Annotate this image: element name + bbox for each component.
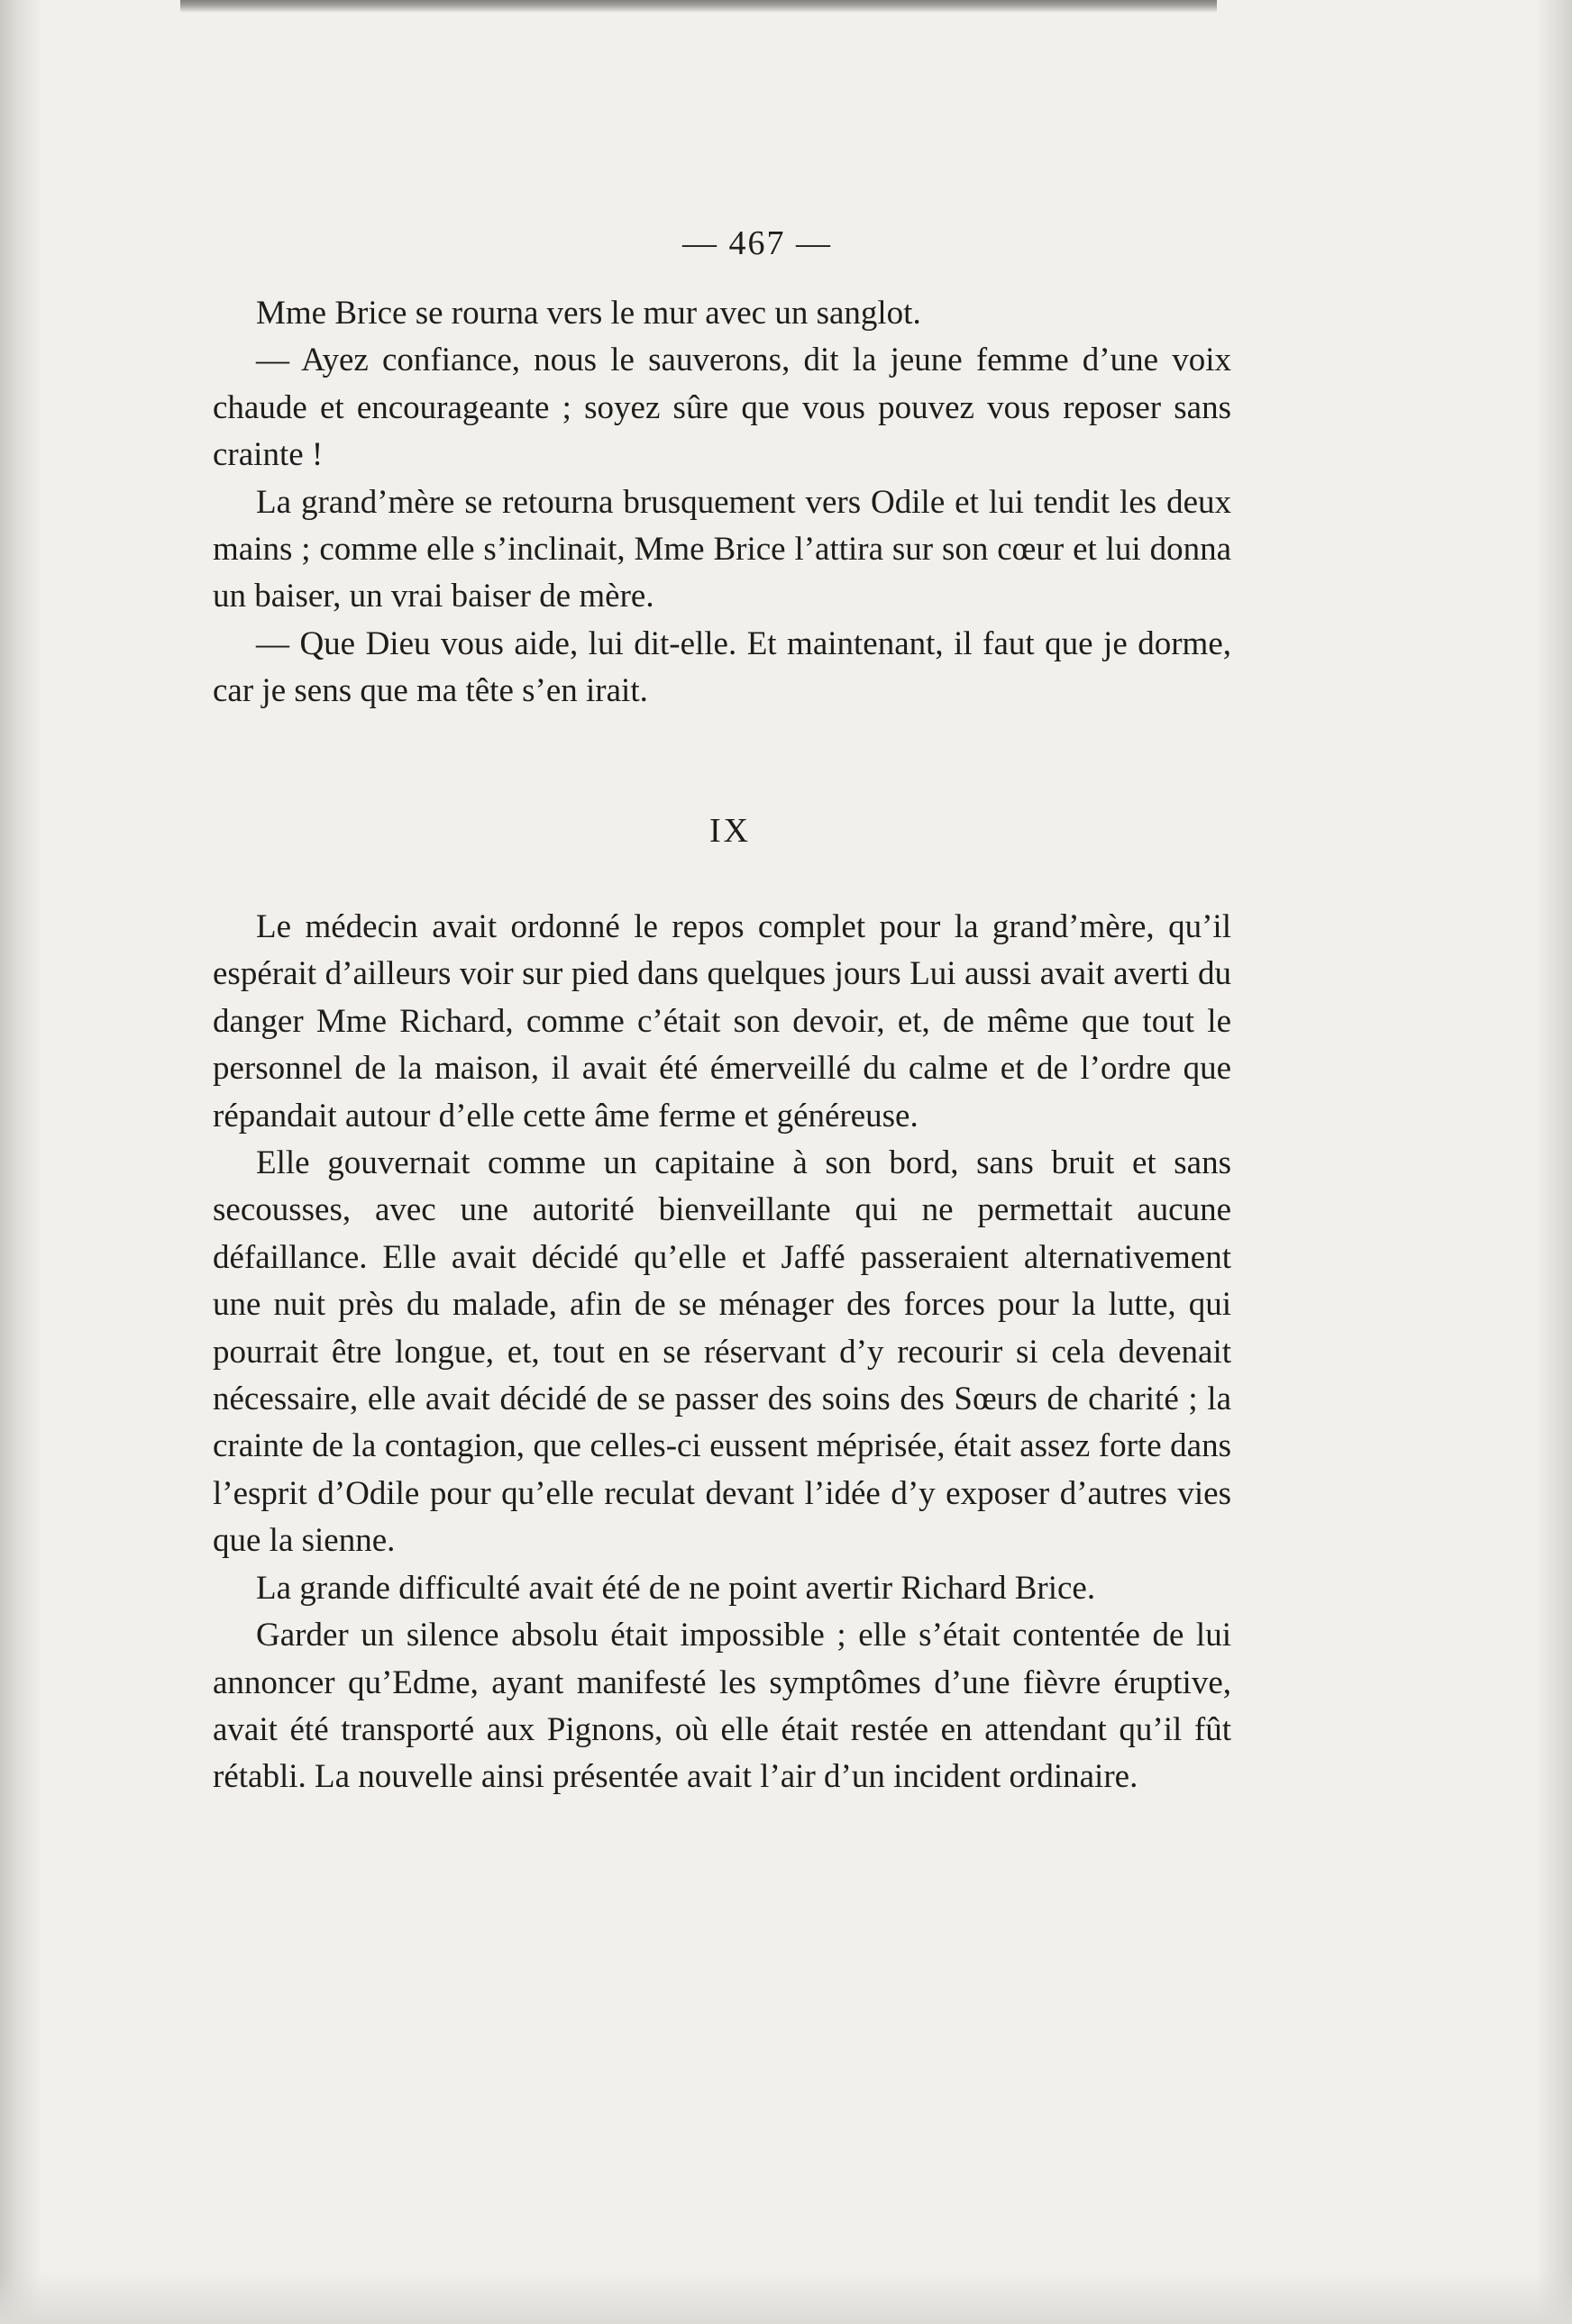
paragraph: La grand’mère se retourna brusquement vers Odile et lui tendit les deux mains ; comme elle s’inclinait, Mme Brice l’attira sur son cœur et lui donna un baiser, un vrai baiser de mère. xyxy=(213,483,1231,615)
page-number: — 467 — xyxy=(682,224,832,262)
paragraph: La grande difficulté avait été de ne point avertir Richard Brice. xyxy=(256,1569,1096,1607)
text-block-after-chapter xyxy=(213,904,1231,1801)
paragraph: Mme Brice se rourna vers le mur avec un sanglot. xyxy=(256,295,921,332)
scan-edge-bottom xyxy=(0,2270,1572,2324)
chapter-heading: IX xyxy=(708,812,752,850)
paragraph: Elle gouvernait comme un capitaine à son bord, sans bruit et sans secousses, avec une autorité bienveillante qui ne permettait aucune défaillance. Elle avait décidé qu’elle et Jaffé passeraient alternativement une nuit près du malade, afin de se ménager des forces pour la lutte, qui pourrait être longue, et, tout en se réservant d’y recourir si cela devenait nécessaire, elle avait décidé de se passer des soins des Sœurs de charité ; la crainte de la contagion, que celles-ci eussent méprisée, était assez forte dans l’esprit d’Odile pour qu’elle reculat devant l’idée d’y exposer d’autres vies que la sienne. xyxy=(213,1144,1231,1560)
paragraph: Le médecin avait ordonné le repos complet pour la grand’mère, qu’il espérait d’ailleurs voir sur pied dans quelques jours Lui aussi avait averti du danger Mme Richard, comme c’était son devoir, et, de même que tout le personnel de la maison, il avait été émerveillé du calme et de l’ordre que répandait autour d’elle cette âme ferme et généreuse. xyxy=(213,908,1231,1135)
text-block-before-chapter xyxy=(213,290,1231,715)
paragraph: — Ayez confiance, nous le sauverons, dit la jeune femme d’une voix chaude et encourageante ; soyez sûre que vous pouvez vous reposer sans crainte ! xyxy=(213,342,1231,474)
scan-edge-right xyxy=(1536,0,1572,2324)
scan-edge-top xyxy=(180,0,1217,13)
paragraph: Garder un silence absolu était impossible ; elle s’était contentée de lui annoncer qu’Edme, ayant manifesté les symptômes d’une fièvre éruptive, avait été transporté aux Pignons, où elle était restée en attendant qu’il fût rétabli. La nouvelle ainsi présentée avait l’air d’un incident ordinaire. xyxy=(213,1617,1231,1796)
paragraph: — Que Dieu vous aide, lui dit-elle. Et maintenant, il faut que je dorme, car je sens que ma tête s’en irait. xyxy=(213,624,1231,710)
scan-edge-left xyxy=(0,0,41,2324)
